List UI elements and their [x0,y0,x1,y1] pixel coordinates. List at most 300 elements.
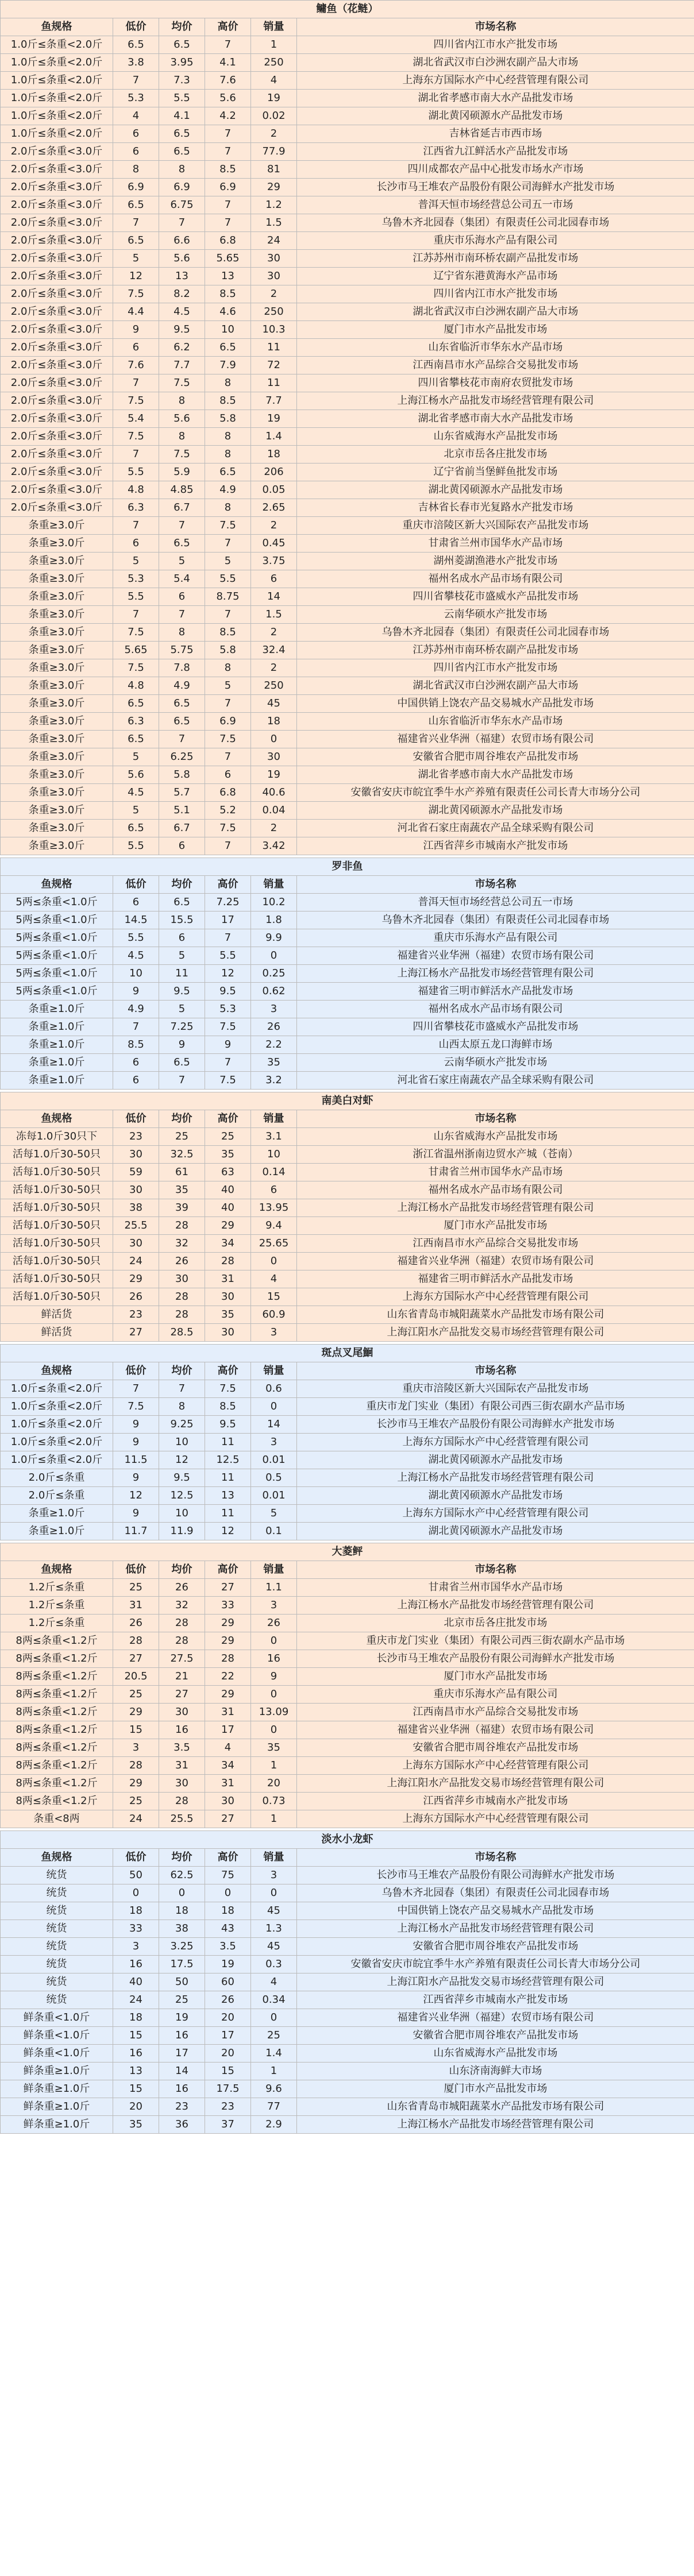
table-cell: 31 [113,1597,159,1615]
table-cell: 5 [251,1505,297,1523]
table-cell: 35 [205,1306,251,1324]
table-cell: 1.0斤≤条重<2.0斤 [1,107,113,125]
table-cell: 活每1.0斤30-50只 [1,1288,113,1306]
table-cell: 10 [159,1505,205,1523]
table-cell: 0 [159,1884,205,1902]
table-cell: 8 [205,374,251,392]
table-cell: 5 [159,1001,205,1018]
column-header: 鱼规格 [1,1110,113,1128]
table-cell: 18 [205,1902,251,1920]
table-cell: 统货 [1,1884,113,1902]
table-cell: 0 [205,1884,251,1902]
table-cell: 1.1 [251,1579,297,1597]
table-cell: 7.5 [113,659,159,677]
table-cell: 0.5 [251,1469,297,1487]
table-row [1,1956,694,1973]
table-cell: 重庆市涪陵区新大兴国际农产品批发市场 [297,517,694,535]
table-cell: 上海东方国际水产中心经营管理有限公司 [297,1810,694,1828]
price-table [0,1344,694,1540]
table-cell: 16 [159,2080,205,2098]
table-cell: 13 [159,268,205,285]
table-cell: 8两≤条重<1.2斤 [1,1632,113,1650]
table-row [1,695,694,713]
table-cell: 30 [205,1288,251,1306]
table-cell: 0.01 [251,1487,297,1505]
table-cell: 5.5 [205,947,251,965]
table-row [1,837,694,855]
table-cell: 23 [159,2098,205,2116]
table-cell: 上海江杨水产品批发市场经营管理有限公司 [297,1469,694,1487]
table-cell: 7.5 [159,374,205,392]
table-row [1,321,694,339]
table-cell: 9 [113,1434,159,1451]
table-cell: 40 [205,1199,251,1217]
table-row [1,1235,694,1253]
table-cell: 6.8 [205,232,251,250]
table-cell: 23 [113,1306,159,1324]
table-cell: 28 [159,1306,205,1324]
table-row [1,1793,694,1810]
table-cell: 6.5 [159,125,205,143]
table-cell: 5.6 [205,90,251,107]
table-row [1,1181,694,1199]
table-row [1,606,694,624]
table-cell: 2 [251,659,297,677]
table-cell: 5.5 [159,90,205,107]
table-cell: 0.34 [251,1991,297,2009]
table-cell: 统货 [1,1973,113,1991]
table-cell: 6.5 [159,36,205,54]
table-cell: 江苏苏州市南环桥农副产品批发市场 [297,250,694,268]
table-row [1,1757,694,1775]
table-row [1,2063,694,2080]
price-table [0,0,694,855]
table-row [1,1270,694,1288]
table-cell: 61 [159,1164,205,1181]
table-cell: 北京市岳各庄批发市场 [297,446,694,464]
table-cell: 2.0斤≤条重<3.0斤 [1,321,113,339]
table-row [1,659,694,677]
table-cell: 安徽省合肥市周谷堆农产品批发市场 [297,2027,694,2045]
table-cell: 5.75 [159,642,205,659]
table-cell: 7.5 [113,1398,159,1416]
table-cell: 湖北省孝感市南大水产品批发市场 [297,90,694,107]
table-cell: 35 [251,1054,297,1072]
table-cell: 活每1.0斤30-50只 [1,1253,113,1270]
table-row [1,2027,694,2045]
table-row [1,929,694,947]
table-row [1,947,694,965]
table-cell: 4.5 [113,784,159,802]
table-cell: 17 [205,1721,251,1739]
table-cell: 0.3 [251,1956,297,1973]
table-cell: 6.75 [159,196,205,214]
table-cell: 1 [251,2063,297,2080]
table-cell: 7.5 [113,285,159,303]
table-cell: 8 [159,428,205,446]
table-cell: 1.4 [251,428,297,446]
table-cell: 条重≥3.0斤 [1,553,113,570]
table-cell: 条重≥3.0斤 [1,588,113,606]
table-cell: 1.0斤≤条重<2.0斤 [1,36,113,54]
column-header: 高价 [205,1110,251,1128]
table-row [1,2080,694,2098]
table-cell: 7 [159,731,205,748]
table-cell: 上海东方国际水产中心经营管理有限公司 [297,72,694,90]
table-cell: 5 [159,553,205,570]
table-cell: 9 [251,1668,297,1686]
table-cell: 12 [205,1523,251,1540]
table-cell: 4.8 [113,677,159,695]
table-cell: 33 [113,1920,159,1938]
table-cell: 5.5 [205,570,251,588]
section-title-row [1,1831,694,1849]
table-cell: 18 [113,2009,159,2027]
table-cell: 湖州菱湖渔港水产批发市场 [297,553,694,570]
table-cell: 条重≥3.0斤 [1,659,113,677]
price-table [0,1543,694,1828]
table-cell: 4.9 [113,1001,159,1018]
table-cell: 8.5 [205,161,251,179]
table-cell: 7.5 [205,1072,251,1090]
table-cell: 6.5 [159,535,205,553]
table-cell: 江西南昌市水产品综合交易批发市场 [297,357,694,374]
table-cell: 11.5 [113,1451,159,1469]
table-cell: 19 [251,766,297,784]
table-cell: 24 [251,232,297,250]
table-cell: 6.9 [205,713,251,731]
table-cell: 20 [205,2009,251,2027]
table-row [1,303,694,321]
table-cell: 1.5 [251,606,297,624]
column-header: 销量 [251,1110,297,1128]
table-cell: 6.5 [159,1054,205,1072]
table-cell: 6.9 [205,179,251,196]
table-cell: 安徽省合肥市周谷堆农产品批发市场 [297,748,694,766]
table-cell: 31 [205,1775,251,1793]
table-cell: 2 [251,517,297,535]
table-cell: 25.5 [159,1810,205,1828]
table-cell: 条重≥3.0斤 [1,766,113,784]
table-cell: 山东省临沂市华东水产品市场 [297,339,694,357]
table-row [1,894,694,912]
table-cell: 7.5 [205,517,251,535]
table-cell: 厦门市水产品批发市场 [297,321,694,339]
table-cell: 29 [205,1217,251,1235]
table-cell: 5.8 [205,642,251,659]
table-cell: 普洱天恒市场经营总公司五一市场 [297,894,694,912]
table-row [1,1597,694,1615]
table-cell: 重庆市乐海水产品有限公司 [297,1686,694,1704]
table-cell: 11.7 [113,1523,159,1540]
section-title: 淡水小龙虾 [1,1831,694,1849]
table-cell: 7 [113,446,159,464]
table-cell: 9.5 [159,321,205,339]
table-cell: 鲜条重≥1.0斤 [1,2063,113,2080]
header-row [1,1110,694,1128]
table-cell: 4.5 [113,947,159,965]
table-cell: 鲜条重<1.0斤 [1,2045,113,2063]
table-cell: 8两≤条重<1.2斤 [1,1704,113,1721]
table-cell: 16 [113,1956,159,1973]
table-cell: 1.8 [251,912,297,929]
table-cell: 重庆市龙门实业（集团）有限公司西三街农副水产品市场 [297,1398,694,1416]
table-cell: 6.3 [113,499,159,517]
table-cell: 江西省萍乡市城南水产批发市场 [297,1991,694,2009]
table-cell: 厦门市水产品批发市场 [297,1668,694,1686]
table-cell: 11 [205,1434,251,1451]
table-row [1,1054,694,1072]
column-header: 均价 [159,18,205,36]
table-cell: 上海江阳水产品批发交易市场经营管理有限公司 [297,1324,694,1342]
table-cell: 11 [251,339,297,357]
table-cell: 上海江杨水产品批发市场经营管理有限公司 [297,1199,694,1217]
table-cell: 25 [113,1686,159,1704]
table-row [1,36,694,54]
table-cell: 0.25 [251,965,297,983]
table-cell: 5 [159,947,205,965]
table-cell: 3 [113,1938,159,1956]
table-cell: 鲜活货 [1,1306,113,1324]
table-cell: 5.6 [113,766,159,784]
table-cell: 0 [251,1721,297,1739]
table-cell: 7 [205,143,251,161]
table-cell: 上海江杨水产品批发市场经营管理有限公司 [297,1597,694,1615]
table-cell: 四川省内江市水产批发市场 [297,285,694,303]
table-cell: 2 [251,624,297,642]
table-cell: 6 [113,339,159,357]
table-cell: 5.65 [113,642,159,659]
column-header: 低价 [113,876,159,894]
table-cell: 8 [159,161,205,179]
table-cell: 19 [159,2009,205,2027]
table-cell: 6.2 [159,339,205,357]
table-cell: 26 [159,1253,205,1270]
table-cell: 9 [113,1416,159,1434]
column-header: 低价 [113,1110,159,1128]
column-header: 均价 [159,1849,205,1867]
section-title: 罗非鱼 [1,858,694,876]
table-cell: 7 [205,535,251,553]
table-cell: 鲜条重≥1.0斤 [1,2098,113,2116]
table-cell: 6.5 [113,196,159,214]
table-cell: 15 [113,2080,159,2098]
table-cell: 9 [113,1505,159,1523]
table-cell: 0.14 [251,1164,297,1181]
table-cell: 条重≥3.0斤 [1,642,113,659]
table-cell: 29 [113,1704,159,1721]
table-cell: 安徽省安庆市皖宜季牛水产养殖有限责任公司长青大市场分公司 [297,784,694,802]
table-cell: 5两≤条重<1.0斤 [1,894,113,912]
table-row [1,1739,694,1757]
table-cell: 5 [205,677,251,695]
table-cell: 1.2斤≤条重 [1,1597,113,1615]
table-cell: 9.6 [251,2080,297,2098]
table-cell: 7 [205,695,251,713]
table-cell: 7.5 [205,1018,251,1036]
table-cell: 27 [205,1810,251,1828]
table-cell: 10 [159,1434,205,1451]
table-cell: 2.0斤≤条重<3.0斤 [1,232,113,250]
table-cell: 5两≤条重<1.0斤 [1,965,113,983]
column-header: 市场名称 [297,1110,694,1128]
table-cell: 河北省石家庄南蔬农产品全球采购有限公司 [297,1072,694,1090]
table-cell: 江西省萍乡市城南水产批发市场 [297,1793,694,1810]
table-cell: 29 [113,1270,159,1288]
table-cell: 2.0斤≤条重<3.0斤 [1,357,113,374]
table-cell: 24 [113,1991,159,2009]
table-cell: 11 [205,1469,251,1487]
table-row [1,965,694,983]
table-cell: 6.5 [159,894,205,912]
table-cell: 4 [251,72,297,90]
table-cell: 辽宁省前当堡鲜鱼批发市场 [297,464,694,481]
table-cell: 2.0斤≤条重<3.0斤 [1,499,113,517]
table-cell: 10.2 [251,894,297,912]
table-cell: 5.1 [159,802,205,820]
table-cell: 7.9 [205,357,251,374]
table-cell: 27 [113,1650,159,1668]
table-row [1,464,694,481]
table-cell: 2 [251,285,297,303]
table-cell: 条重≥3.0斤 [1,731,113,748]
table-cell: 1.0斤≤条重<2.0斤 [1,72,113,90]
table-cell: 36 [159,2116,205,2134]
section-title-row [1,1345,694,1362]
table-cell: 8 [205,428,251,446]
table-cell: 20 [205,2045,251,2063]
column-header: 市场名称 [297,1849,694,1867]
table-row [1,1469,694,1487]
table-row [1,392,694,410]
table-row [1,1721,694,1739]
table-cell: 1.2斤≤条重 [1,1615,113,1632]
table-row [1,374,694,392]
table-row [1,446,694,464]
table-cell: 6.6 [159,232,205,250]
table-cell: 山东省临沂市华东水产品市场 [297,713,694,731]
section-title: 大菱鲆 [1,1543,694,1561]
table-cell: 7.5 [205,820,251,837]
table-cell: 40 [205,1181,251,1199]
table-row [1,1920,694,1938]
header-row [1,1561,694,1579]
table-cell: 38 [159,1920,205,1938]
table-cell: 1.2 [251,196,297,214]
table-cell: 福建省兴业华洲（福建）农贸市场有限公司 [297,1253,694,1270]
table-cell: 39 [159,1199,205,1217]
table-cell: 8 [159,1398,205,1416]
table-cell: 7 [113,517,159,535]
table-cell: 2.0斤≤条重<3.0斤 [1,214,113,232]
table-cell: 28 [159,1793,205,1810]
table-cell: 34 [205,1235,251,1253]
table-cell: 山东省青岛市城阳蔬菜水产品批发市场有限公司 [297,1306,694,1324]
table-cell: 19 [251,90,297,107]
table-cell: 2.0斤≤条重<3.0斤 [1,161,113,179]
table-cell: 6.8 [205,784,251,802]
table-cell: 0.1 [251,1523,297,1540]
table-cell: 湖北黄冈硕源水产品批发市场 [297,802,694,820]
table-cell: 30 [205,1793,251,1810]
table-cell: 条重≥1.0斤 [1,1505,113,1523]
table-cell: 12.5 [159,1487,205,1505]
table-cell: 0.02 [251,107,297,125]
table-row [1,1884,694,1902]
column-header: 均价 [159,876,205,894]
table-cell: 7.8 [159,659,205,677]
table-cell: 1.0斤≤条重<2.0斤 [1,1434,113,1451]
table-cell: 25.65 [251,1235,297,1253]
table-cell: 9.4 [251,1217,297,1235]
table-cell: 条重≥3.0斤 [1,517,113,535]
table-cell: 2.0斤≤条重<3.0斤 [1,374,113,392]
table-cell: 35 [205,1146,251,1164]
table-cell: 28 [159,1615,205,1632]
table-cell: 统货 [1,1902,113,1920]
table-cell: 3.5 [205,1938,251,1956]
table-cell: 5两≤条重<1.0斤 [1,929,113,947]
table-cell: 17 [159,2045,205,2063]
table-cell: 6.9 [159,179,205,196]
table-cell: 0.45 [251,535,297,553]
table-cell: 26 [251,1018,297,1036]
table-cell: 28 [159,1217,205,1235]
table-cell: 32.4 [251,642,297,659]
table-cell: 江西南昌市水产品综合交易批发市场 [297,1704,694,1721]
table-cell: 15 [251,1288,297,1306]
table-cell: 0 [113,1884,159,1902]
table-cell: 62.5 [159,1867,205,1884]
table-cell: 2.0斤≤条重<3.0斤 [1,303,113,321]
table-cell: 重庆市乐海水产品有限公司 [297,929,694,947]
table-row [1,161,694,179]
table-cell: 安徽省安庆市皖宜季牛水产养殖有限责任公司长青大市场分公司 [297,1956,694,1973]
column-header: 鱼规格 [1,1849,113,1867]
table-row [1,250,694,268]
table-cell: 29 [205,1686,251,1704]
table-cell: 6.5 [205,464,251,481]
table-cell: 0 [251,947,297,965]
table-cell: 40.6 [251,784,297,802]
column-header: 销量 [251,1362,297,1380]
table-row [1,196,694,214]
table-cell: 15 [113,2027,159,2045]
table-cell: 上海东方国际水产中心经营管理有限公司 [297,1288,694,1306]
column-header: 高价 [205,18,251,36]
table-cell: 28 [113,1757,159,1775]
table-cell: 11 [159,965,205,983]
table-cell: 5.5 [113,464,159,481]
table-cell: 活每1.0斤30-50只 [1,1217,113,1235]
table-cell: 50 [159,1973,205,1991]
table-cell: 9 [113,321,159,339]
table-row [1,1632,694,1650]
table-cell: 14 [251,1416,297,1434]
table-cell: 条重≥3.0斤 [1,802,113,820]
table-cell: 活每1.0斤30-50只 [1,1181,113,1199]
table-cell: 5 [113,748,159,766]
table-cell: 1.2斤≤条重 [1,1579,113,1597]
table-cell: 6.5 [113,36,159,54]
column-header: 市场名称 [297,1561,694,1579]
table-cell: 6.5 [113,731,159,748]
table-cell: 25 [113,1793,159,1810]
table-cell: 2.0斤≤条重<3.0斤 [1,410,113,428]
table-cell: 32 [159,1235,205,1253]
table-cell: 2.0斤≤条重<3.0斤 [1,179,113,196]
table-cell: 山东省青岛市城阳蔬菜水产品批发市场有限公司 [297,2098,694,2116]
